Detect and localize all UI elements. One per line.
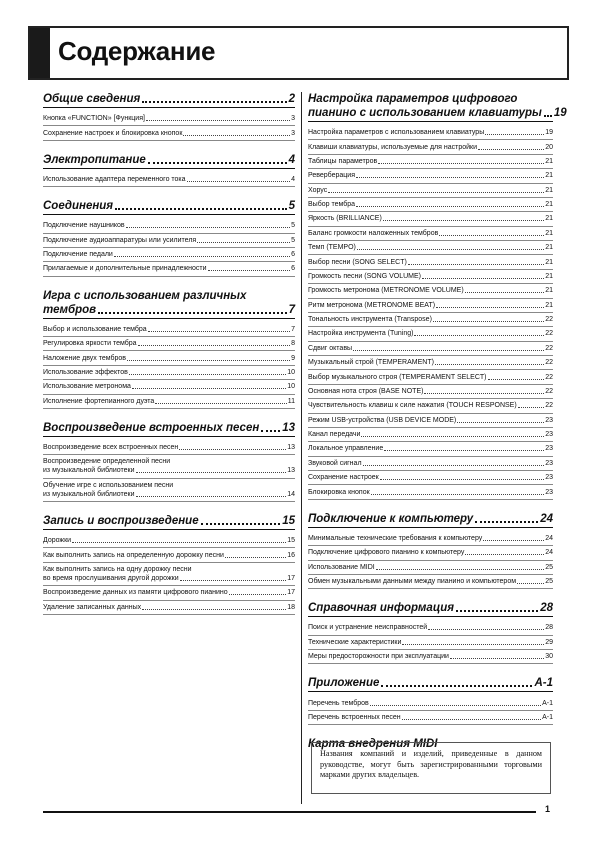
dot-leader [433,321,544,322]
toc-section [43,92,295,141]
entry-text-row [43,574,295,583]
toc-entry[interactable] [43,126,295,140]
entry-text: Как выполнить запись на определенную дорожку песни [43,551,224,559]
entry-page: 22 [545,330,553,338]
dot-leader [450,658,544,659]
entry-text-row [43,490,295,499]
section-heading[interactable] [308,601,553,617]
toc-entry[interactable] [308,169,553,183]
entry-text: Выбор тембра [308,201,355,209]
entry-page: 16 [287,551,295,559]
entry-text: во время прослушивания другой дорожки [43,574,179,582]
entry-text: Таблицы параметров [308,157,378,165]
entry-text: Хорус [308,186,328,194]
dot-leader [126,227,290,228]
toc-entry[interactable] [43,395,295,409]
entry-text: Обмен музыкальными данными между пианино и компьютером [308,578,517,586]
entry-page: 30 [545,653,553,661]
entry-page: 9 [291,354,295,362]
entry-page: 10 [287,383,295,391]
entry-text: Ритм метронома (METRONOME BEAT) [308,301,436,309]
section-heading[interactable] [43,92,295,108]
dot-leader [371,494,545,495]
entry-text: Громкость метронома (METRONOME VOLUME) [308,287,464,295]
entry-page: 29 [545,638,553,646]
section-title: Общие сведения [43,93,141,105]
entry-text: Музыкальный строй (TEMPERAMENT) [308,359,434,367]
dot-leader [485,134,544,135]
dot-leader [148,331,290,332]
toc-entry[interactable] [43,586,295,600]
dot-leader [456,610,538,612]
toc-entry[interactable] [308,155,553,169]
dot-leader [422,278,544,279]
section-page: 5 [288,200,295,213]
dot-leader [155,403,286,404]
toc-entry[interactable] [308,255,553,269]
entry-page: 22 [545,387,553,395]
entry-text: Клавиши клавиатуры, используемые для настройки [308,143,477,151]
entry-page: 21 [545,287,553,295]
toc-entry[interactable] [308,284,553,298]
section-heading-line [308,92,553,106]
dot-leader [517,583,544,584]
trademark-notice: Названия компаний и изделий, приведенные в данном руководстве, могут быть зарегистрированными торговыми марками других владельцев. [311,742,551,794]
entry-text: Воспроизведение данных из памяти цифрового пианино [43,589,228,597]
dot-leader [356,206,544,207]
entry-text: Поиск и устранение неисправностей [308,624,428,632]
dot-leader [457,422,544,423]
entry-text: Основная нота строя (BASE NOTE) [308,387,424,395]
section-title-cont: тембров [43,303,97,316]
entry-page: 21 [545,172,553,180]
dot-leader [439,235,544,236]
dot-leader [436,307,544,308]
entry-text: Тональность инструмента (Transpose) [308,316,432,324]
toc-section [308,601,553,664]
section-heading[interactable] [308,512,553,528]
dot-leader [376,569,544,570]
entry-page: 21 [545,201,553,209]
toc-entry[interactable] [43,262,295,276]
entry-text: Использование метронома [43,383,131,391]
toc-entry[interactable] [43,234,295,248]
entry-text: Подключение педали [43,251,113,259]
entry-page: 23 [545,431,553,439]
entry-text: Меры предосторожности при эксплуатации [308,653,449,661]
toc-entry[interactable] [308,428,553,442]
dot-leader [72,542,286,543]
toc-section [43,289,295,409]
entry-text: Подключение наушников [43,222,125,230]
dot-leader [424,393,544,394]
dot-leader [384,450,544,451]
entry-text: Кнопка «FUNCTION» [Функция] [43,115,145,123]
dot-leader [115,208,287,210]
entry-text: Исполнение фортепианного дуэта [43,397,155,405]
entry-text: Перечень встроенных песен [308,713,401,721]
section-page: 2 [288,93,295,105]
entry-page: 25 [545,563,553,571]
dot-leader [136,496,287,497]
section-heading-line [308,106,567,120]
dot-leader [357,249,544,250]
dot-leader [129,374,286,375]
section-heading[interactable] [308,92,567,122]
dot-leader [136,472,287,473]
entry-text: Режим USB-устройства (USB DEVICE MODE) [308,416,457,424]
toc-entry[interactable] [308,356,553,370]
entry-text: Использование MIDI [308,563,375,571]
section-title: Карта внедрения MIDI [308,738,438,751]
entry-page: 19 [545,129,553,137]
toc-section [43,153,295,187]
toc-entry[interactable] [43,455,295,478]
entry-page: 21 [545,215,553,223]
toc-entry[interactable] [308,385,553,399]
entry-text: Подключение аудиоаппаратуры или усилителя [43,236,197,244]
dot-leader [488,379,545,380]
toc-entry[interactable] [308,140,553,154]
entry-text: Подключение цифрового пианино к компьютеру [308,549,465,557]
toc-entry[interactable] [308,471,553,485]
entry-text: Настройка параметров с использованием клавиатуры [308,129,485,137]
dot-leader [544,115,552,117]
toc-entry[interactable] [308,241,553,255]
dot-leader [201,523,281,525]
toc-entry[interactable] [308,327,553,341]
entry-text: Прилагаемые и дополнительные принадлежности [43,265,207,273]
dot-leader [146,120,290,121]
entry-page: 15 [287,537,295,545]
section-title: Электропитание [43,153,146,166]
entry-page: 21 [545,157,553,165]
entry-text: Выбор песни (SONG SELECT) [308,258,407,266]
toc-entry[interactable] [308,561,553,575]
entry-text: Минимальные технические требования к компьютеру [308,534,483,542]
entry-page: 13 [287,467,295,475]
entry-page: 21 [545,244,553,252]
entry-page: 6 [291,251,295,259]
toc-entry[interactable] [43,534,295,548]
toc-entry[interactable] [43,380,295,394]
entry-page: 3 [291,129,295,137]
toc-entry[interactable] [308,342,553,356]
entry-text: Сохранение настроек [308,474,379,482]
dot-leader [148,162,287,164]
section-page: 15 [282,515,295,527]
toc-right-column [308,92,567,764]
dot-leader [370,705,541,706]
entry-text: Сохранение настроек и блокировка кнопок [43,129,183,137]
page-title: Содержание [58,36,216,66]
dot-leader [378,163,544,164]
entry-text: Выбор музыкального строя (TEMPERAMENT SELECT) [308,373,487,381]
entry-text: Реверберация [308,172,356,180]
dot-leader [483,540,544,541]
entry-page: 14 [287,490,295,498]
toc-entry[interactable] [43,366,295,380]
dot-leader [225,557,286,558]
toc-entry[interactable] [308,442,553,456]
dot-leader [132,388,286,389]
dot-leader [428,629,544,630]
toc-entry[interactable] [43,563,295,586]
dot-leader [475,521,538,523]
entry-page: 17 [287,574,295,582]
toc-entry[interactable] [308,370,553,384]
toc-entry[interactable] [308,650,553,664]
title-bar [28,26,569,80]
entry-text: Яркость (BRILLIANCE) [308,215,382,223]
dot-leader [98,312,287,314]
section-title-cont: пианино с использованием клавиатуры [308,107,542,119]
entry-page: 21 [545,258,553,266]
toc-section [43,199,295,277]
dot-leader [414,335,544,336]
entry-text: Наложение двух тембров [43,354,126,362]
toc-entry[interactable] [43,173,295,187]
entry-page: 18 [287,603,295,611]
entry-page: 13 [287,444,295,452]
toc-left-column [43,92,295,627]
entry-page: 21 [545,301,553,309]
entry-page: 22 [545,316,553,324]
dot-leader [127,360,290,361]
section-heading-line [43,289,295,303]
dot-leader [402,719,541,720]
section-title: Справочная информация [308,602,455,615]
entry-page: 22 [545,344,553,352]
section-title: Соединения [43,200,114,213]
entry-page: 22 [545,373,553,381]
toc-entry[interactable] [308,414,553,428]
dot-leader [478,149,544,150]
entry-text: Звуковой сигнал [308,459,362,467]
toc-section [308,92,567,500]
toc-entry[interactable] [308,313,553,327]
entry-page: 23 [545,474,553,482]
entry-text: Блокировка кнопок [308,488,370,496]
section-heading[interactable] [43,514,295,530]
entry-page: 21 [545,186,553,194]
dot-leader [465,554,544,555]
entry-text-line1: Как выполнить запись на одну дорожку песни [43,565,192,573]
dot-leader [179,449,286,450]
entry-page: 5 [291,222,295,230]
toc-entry[interactable] [308,270,553,284]
entry-text: Чувствительность клавиш к силе нажатия (TOUCH RESPONSE) [308,402,517,410]
toc-section [43,421,295,502]
page-number: 1 [545,804,551,814]
toc-entry[interactable] [308,621,553,635]
toc-entry[interactable] [308,399,553,413]
dot-leader [328,192,544,193]
section-title: Настройка параметров цифрового [308,93,518,105]
entry-page: A-1 [542,713,553,721]
toc-entry[interactable] [43,337,295,351]
entry-text: Воспроизведение всех встроенных песен [43,444,179,452]
entry-page: 20 [545,143,553,151]
section-title: Подключение к компьютеру [308,512,474,525]
entry-text: Технические характеристики [308,638,402,646]
entry-page: 24 [545,549,553,557]
section-heading-line [43,303,295,317]
dot-leader [180,580,287,581]
toc-entry[interactable] [308,227,553,241]
title-accent-bar [30,28,50,78]
dot-leader [197,242,290,243]
entry-page: 24 [545,534,553,542]
entry-page: 21 [545,229,553,237]
entry-page: 6 [291,265,295,273]
entry-text-line1: Воспроизведение определенной песни [43,458,171,466]
section-page: 13 [282,421,295,434]
entry-text: Громкость песни (SONG VOLUME) [308,272,422,280]
dot-leader [381,685,532,687]
entry-text: Выбор и использование тембра [43,325,147,333]
entry-text-row [43,466,295,475]
entry-page: 7 [291,325,295,333]
toc-entry[interactable] [308,457,553,471]
section-page: 4 [288,153,295,166]
toc-entry[interactable] [43,112,295,126]
section-page: 28 [540,602,553,615]
entry-page: 8 [291,340,295,348]
entry-page: 25 [545,578,553,586]
dot-leader [402,644,544,645]
toc-section [308,676,553,725]
entry-text: Баланс громкости наложенных тембров [308,229,439,237]
toc-entry[interactable] [43,323,295,337]
entry-page: 11 [287,397,295,405]
toc-entry[interactable] [308,299,553,313]
toc-entry[interactable] [308,184,553,198]
toc-entry[interactable] [308,575,553,589]
column-divider [301,92,302,804]
entry-text: Перечень тембров [308,699,369,707]
entry-text: Локальное управление [308,445,384,453]
section-page: 24 [540,512,553,525]
entry-text: Канал передачи [308,431,361,439]
section-title: Приложение [308,677,380,690]
section-title: Запись и воспроизведение [43,515,199,527]
toc-entry[interactable] [43,219,295,233]
section-heading[interactable] [43,199,295,215]
section-page: 19 [553,107,567,119]
footer-rule [43,811,536,813]
toc-entry[interactable] [308,636,553,650]
toc-section [43,514,295,615]
dot-leader [435,364,544,365]
section-title: Игра с использованием различных [43,289,247,302]
dot-leader [518,407,545,408]
entry-page: A-1 [542,699,553,707]
entry-text: Темп (TEMPO) [308,244,356,252]
entry-page: 21 [545,272,553,280]
toc-entry[interactable] [308,546,553,560]
entry-text: Использование адаптера переменного тока [43,175,186,183]
entry-text: из музыкальной библиотеки [43,467,135,475]
section-heading[interactable] [308,676,553,692]
entry-text: Удаление записанных данных [43,603,142,611]
dot-leader [356,177,544,178]
section-heading[interactable] [43,421,295,437]
entry-page: 10 [287,368,295,376]
entry-text: Настройка инструмента (Tuning) [308,330,414,338]
entry-page: 23 [545,488,553,496]
entry-page: 4 [291,175,295,183]
toc-entry[interactable] [43,248,295,262]
section-heading[interactable] [43,153,295,169]
dot-leader [114,256,290,257]
dot-leader [183,135,290,136]
dot-leader [383,220,544,221]
toc-entry[interactable] [43,441,295,455]
toc-section [308,512,553,590]
section-page: A-1 [534,677,553,690]
entry-page: 23 [545,459,553,467]
entry-page: 22 [545,402,553,410]
entry-page: 22 [545,359,553,367]
dot-leader [408,264,544,265]
dot-leader [353,350,544,351]
entry-page: 23 [545,445,553,453]
toc-entry[interactable] [43,601,295,615]
dot-leader [229,594,287,595]
dot-leader [361,436,544,437]
entry-page: 3 [291,115,295,123]
entry-text: Сдвиг октавы [308,344,353,352]
dot-leader [142,609,286,610]
dot-leader [465,292,545,293]
section-title: Воспроизведение встроенных песен [43,421,260,434]
entry-text: Использование эффектов [43,368,128,376]
dot-leader [363,465,545,466]
section-page: 7 [288,303,295,316]
toc-entry[interactable] [43,548,295,562]
dot-leader [380,479,544,480]
dot-leader [208,270,291,271]
entry-text: Дорожки [43,537,72,545]
entry-text: из музыкальной библиотеки [43,490,135,498]
section-heading[interactable] [43,289,295,319]
toc-entry[interactable] [308,212,553,226]
entry-text: Регулировка яркости тембра [43,340,137,348]
toc-entry[interactable] [308,198,553,212]
entry-page: 28 [545,624,553,632]
entry-page: 5 [291,236,295,244]
entry-page: 23 [545,416,553,424]
toc-entry[interactable] [308,126,553,140]
toc-entry[interactable] [308,711,553,725]
entry-page: 17 [287,589,295,597]
toc-entry[interactable] [308,532,553,546]
toc-entry[interactable] [43,351,295,365]
toc-entry[interactable] [308,485,553,499]
entry-text-line1: Обучение игре с использованием песни [43,481,174,489]
dot-leader [138,345,291,346]
dot-leader [142,101,286,103]
toc-entry[interactable] [43,479,295,502]
toc-entry[interactable] [308,696,553,710]
dot-leader [187,181,291,182]
dot-leader [261,430,280,432]
